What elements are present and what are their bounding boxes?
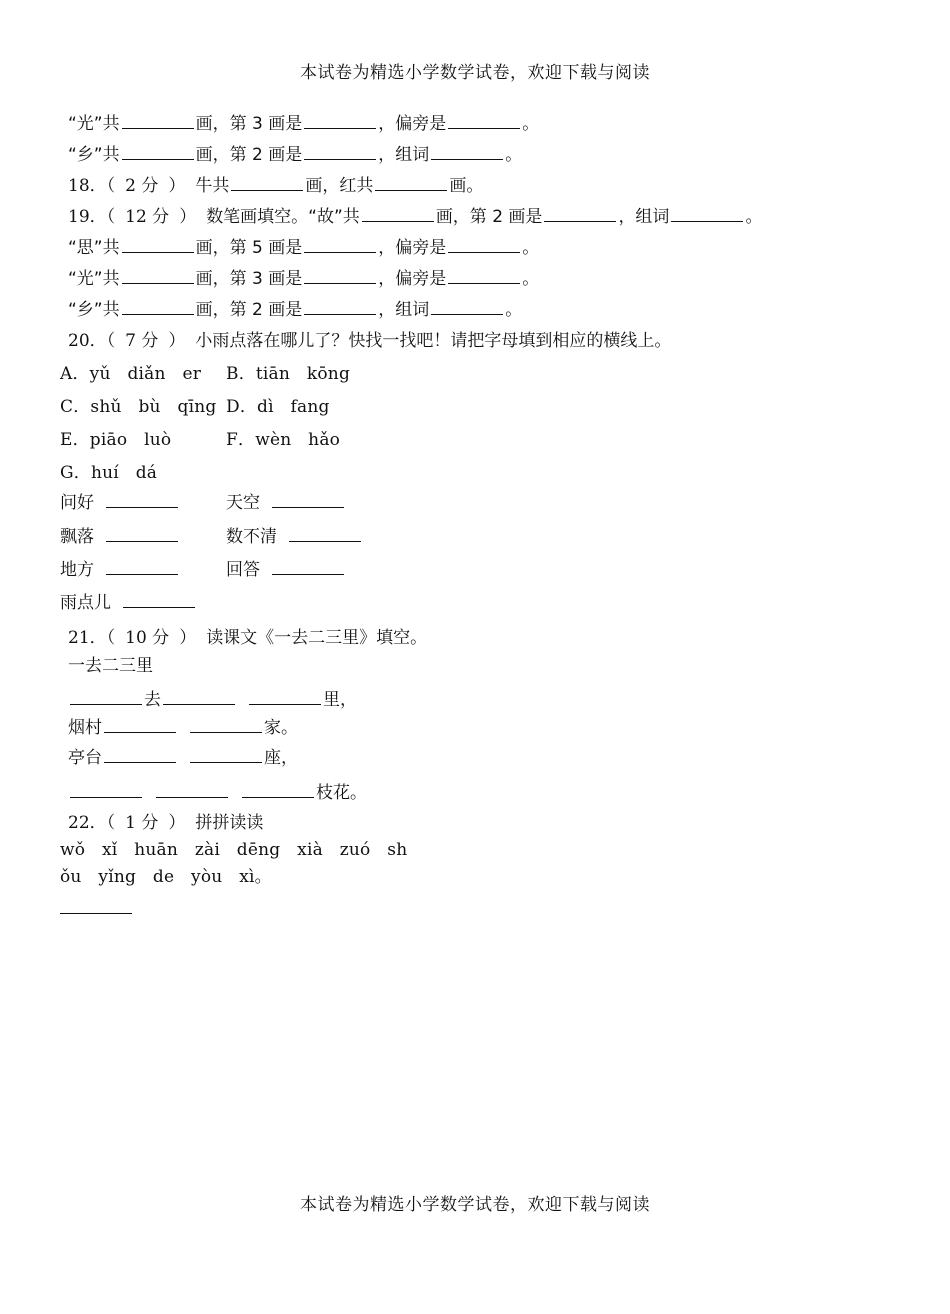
answer-blank[interactable] (70, 795, 142, 798)
answer-blank[interactable] (304, 281, 376, 284)
answer-blank[interactable] (60, 911, 132, 914)
text: 。 (505, 145, 523, 165)
answer-blank[interactable] (242, 795, 314, 798)
question-22 (68, 812, 263, 834)
question-number: 19．（ (68, 207, 116, 227)
question-score: 1 分 (125, 813, 159, 833)
text: 画，红共 (305, 176, 374, 196)
option-b: B．tiān kōng (226, 364, 351, 384)
text: “光”共 (68, 269, 120, 289)
text: 画，第 2 画是 (195, 145, 303, 165)
text: ，组词 (378, 300, 430, 320)
text: 家。 (264, 718, 298, 738)
answer-blank[interactable] (671, 219, 743, 222)
word-yudianer (60, 592, 197, 614)
question-score: 12 分 (125, 207, 170, 227)
answer-blank[interactable] (304, 312, 376, 315)
xiang-stroke-line-2 (68, 299, 522, 321)
answer-blank[interactable] (304, 126, 376, 129)
text: 画，第 2 画是 (195, 300, 303, 320)
poem-line-3 (68, 747, 298, 769)
text: 烟村 (68, 718, 102, 738)
answer-blank[interactable] (431, 312, 503, 315)
word: 问好 (60, 493, 94, 513)
text: 画，第 2 画是 (435, 207, 543, 227)
text: 。 (745, 207, 763, 227)
word: 天空 (226, 493, 260, 513)
word: 地方 (60, 560, 94, 580)
answer-blank[interactable] (122, 312, 194, 315)
word: 飘落 (60, 527, 94, 547)
poem-title: 一去二三里 (68, 656, 153, 676)
question-21 (68, 627, 427, 649)
question-number: 18．（ (68, 176, 116, 196)
text: 枝花。 (316, 783, 367, 803)
answer-blank[interactable] (106, 539, 178, 542)
text: ，组词 (378, 145, 430, 165)
question-20 (68, 330, 671, 352)
answer-blank[interactable] (448, 126, 520, 129)
answer-blank[interactable] (448, 250, 520, 253)
word-shubuqing (226, 526, 363, 548)
question-18 (68, 175, 483, 197)
answer-blank[interactable] (122, 281, 194, 284)
text: “乡”共 (68, 145, 120, 165)
word-difang (60, 559, 180, 581)
si-stroke-line (68, 237, 539, 259)
word: 回答 (226, 560, 260, 580)
text: ，偏旁是 (378, 269, 447, 289)
answer-blank[interactable] (448, 281, 520, 284)
question-number: 22．（ (68, 813, 116, 833)
word-wenhao (60, 492, 180, 514)
answer-blank[interactable] (104, 730, 176, 733)
option-e: E．piāo luò (60, 430, 172, 450)
text: ） (168, 813, 186, 833)
text: 数笔画填空。“故”共 (206, 207, 360, 227)
xiang-stroke-line (68, 144, 522, 166)
text: “乡”共 (68, 300, 120, 320)
word: 雨点儿 (60, 593, 111, 613)
option-g: G．huí dá (60, 463, 158, 483)
answer-blank[interactable] (122, 157, 194, 160)
text: ，偏旁是 (378, 238, 447, 258)
word-piaoluo (60, 526, 180, 548)
text: ） (168, 176, 186, 196)
answer-blank[interactable] (431, 157, 503, 160)
page-footer: 本试卷为精选小学数学试卷，欢迎下载与阅读 (300, 1195, 650, 1215)
word-tiankong (226, 492, 346, 514)
answer-blank[interactable] (272, 505, 344, 508)
text: ，组词 (618, 207, 670, 227)
answer-blank[interactable] (163, 702, 235, 705)
text: 。 (522, 238, 540, 258)
answer-blank[interactable] (123, 605, 195, 608)
text: 里， (323, 690, 357, 710)
word: 数不清 (226, 527, 277, 547)
page-header: 本试卷为精选小学数学试卷，欢迎下载与阅读 (300, 63, 650, 83)
question-text: 小雨点落在哪儿了？快找一找吧！请把字母填到相应的横线上。 (195, 331, 672, 351)
question-score: 2 分 (125, 176, 159, 196)
text: 去 (144, 690, 161, 710)
answer-blank[interactable] (106, 572, 178, 575)
answer-blank[interactable] (304, 157, 376, 160)
text: 。 (522, 269, 540, 289)
pinyin-line-1: wǒ xǐ huān zài dēng xià zuó sh (60, 840, 408, 860)
answer-blank[interactable] (190, 760, 262, 763)
answer-blank[interactable] (190, 730, 262, 733)
answer-blank[interactable] (122, 126, 194, 129)
text: “光”共 (68, 114, 120, 134)
text: 画，第 5 画是 (195, 238, 303, 258)
answer-blank[interactable] (122, 250, 194, 253)
text: 亭台 (68, 748, 102, 768)
guang-stroke-line (68, 113, 539, 135)
option-d: D．dì fang (226, 397, 330, 417)
option-c: C．shǔ bù qīng (60, 397, 217, 417)
text: 画。 (449, 176, 484, 196)
answer-line (60, 898, 134, 920)
question-number: 21．（ (68, 628, 116, 648)
question-number: 20．（ (68, 331, 116, 351)
text: ） (168, 331, 186, 351)
poem-line-4 (68, 782, 367, 804)
text: 画，第 3 画是 (195, 269, 303, 289)
answer-blank[interactable] (362, 219, 434, 222)
guang-stroke-line-2 (68, 268, 539, 290)
text: ） (179, 628, 197, 648)
answer-blank[interactable] (106, 505, 178, 508)
question-19 (68, 206, 762, 228)
option-f: F．wèn hǎo (226, 430, 341, 450)
text: 画，第 3 画是 (195, 114, 303, 134)
text: ，偏旁是 (378, 114, 447, 134)
question-text: 拼拼读读 (195, 813, 264, 833)
answer-blank[interactable] (289, 539, 361, 542)
text: ） (179, 207, 197, 227)
pinyin-line-2: ǒu yǐng de yòu xì。 (60, 867, 272, 887)
option-a: A．yǔ diǎn er (60, 364, 202, 384)
text: 。 (505, 300, 523, 320)
answer-blank[interactable] (304, 250, 376, 253)
answer-blank[interactable] (104, 760, 176, 763)
text: 牛共 (195, 176, 230, 196)
question-score: 7 分 (125, 331, 159, 351)
answer-blank[interactable] (156, 795, 228, 798)
poem-line-1 (68, 689, 357, 711)
text: 。 (522, 114, 540, 134)
answer-blank[interactable] (249, 702, 321, 705)
answer-blank[interactable] (272, 572, 344, 575)
text: “思”共 (68, 238, 120, 258)
word-huida (226, 559, 346, 581)
text: 座， (264, 748, 298, 768)
question-text: 读课文《一去二三里》填空。 (206, 628, 428, 648)
answer-blank[interactable] (231, 188, 303, 191)
question-score: 10 分 (125, 628, 170, 648)
answer-blank[interactable] (544, 219, 616, 222)
poem-line-2 (68, 717, 298, 739)
answer-blank[interactable] (70, 702, 142, 705)
answer-blank[interactable] (375, 188, 447, 191)
